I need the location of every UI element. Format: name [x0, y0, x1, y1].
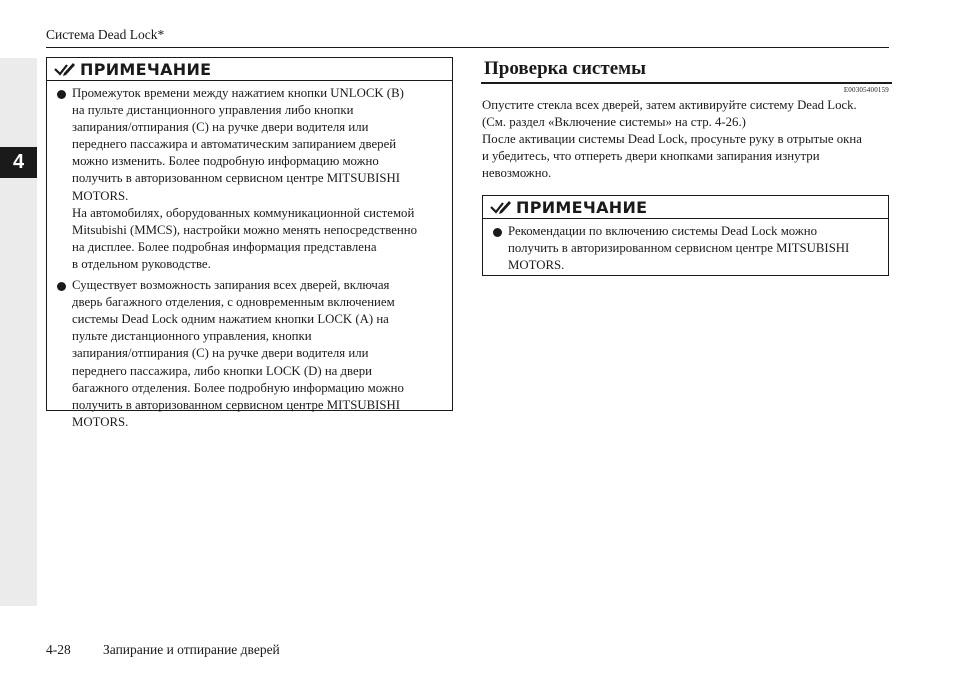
header-divider — [46, 47, 889, 48]
note-box-right — [482, 195, 889, 276]
note-item — [493, 223, 880, 274]
note-item — [57, 277, 444, 431]
chapter-tab[interactable]: 4 — [0, 147, 37, 178]
note-label: ПРИМЕЧАНИЕ — [80, 59, 212, 79]
section-code: E00305400159 — [843, 86, 889, 94]
note-header — [47, 58, 452, 81]
note-text-extra: На автомобилях, оборудованных коммуникационной системой Mitsubishi (MMCS), настройки можно менять непосредственно на дисплее. Более подробная информация представлена в отдельном руководстве. — [72, 205, 417, 271]
note-text: Рекомендации по включению системы Dead Lock можно получить в авторизированном сервисном центре MITSUBISHI MOTORS. — [508, 224, 850, 273]
bullet-dot-icon — [57, 282, 66, 291]
page-number: 4-28 — [46, 642, 71, 657]
note-text: Существует возможность запирания всех дверей, включая дверь багажного отделения, с одновременным включением системы Dead Lock одним нажатием кнопки LOCK (A) на пульте дистанционного управления, кнопки запирания/отпирания (C) на ручке двери водителя или переднего пассажира, либо кнопки LOCK (D) на двери багажного отделения. Более подробную информацию можно получить в авторизованном сервисном центре MITSUBISHI MOTORS. — [72, 278, 404, 429]
note-header — [483, 196, 888, 219]
chapter-sidebar — [0, 58, 37, 606]
bullet-dot-icon — [57, 90, 66, 99]
note-body — [47, 81, 452, 437]
pen-check-icon — [490, 199, 512, 215]
pen-check-icon — [54, 61, 76, 77]
note-label: ПРИМЕЧАНИЕ — [516, 197, 648, 217]
section-body: Опустите стекла всех дверей, затем активируйте систему Dead Lock. (См. раздел «Включение системы» на стр. 4-26.) После активации системы Dead Lock, просуньте руку в отрытые окна и убедитесь, что отпереть двери кнопками запирания изнутри невозможно. — [482, 98, 862, 181]
section-title: Проверка системы — [481, 58, 892, 84]
note-item — [57, 85, 444, 273]
note-box-left — [46, 57, 453, 429]
footer-section-title: Запирание и отпирание дверей — [103, 642, 280, 657]
bullet-dot-icon — [493, 228, 502, 237]
note-body — [483, 219, 888, 280]
note-text: Промежуток времени между нажатием кнопки UNLOCK (B) на пульте дистанционного управления либо кнопки запирания/отпирания (C) на ручке двери водителя или переднего пассажира и автоматическим запиранием дверей можно изменить. Более подробную информацию можно получить в авторизованном сервисном центре MITSUBISHI MOTORS. — [72, 86, 404, 203]
running-header: Система Dead Lock* — [46, 27, 165, 42]
